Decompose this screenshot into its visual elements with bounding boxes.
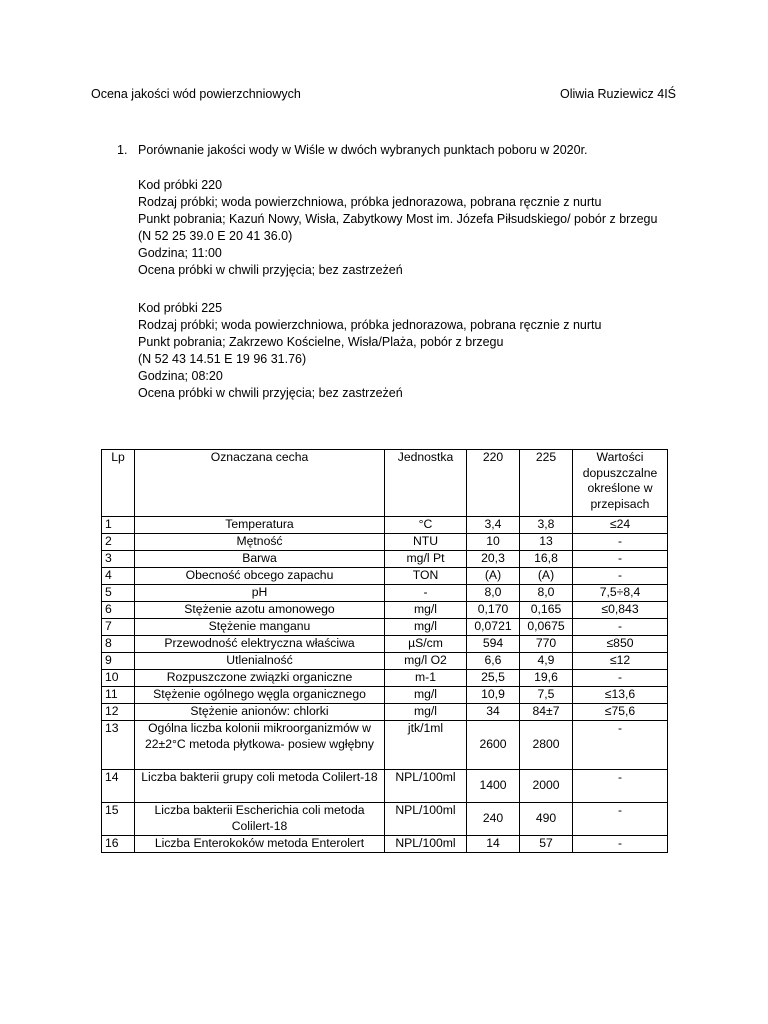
section-heading — [117, 143, 588, 157]
parameter-name: Liczba bakterii Escherichia coli metoda Colilert-18 — [135, 803, 385, 836]
table-row — [102, 534, 668, 551]
sample-coordinates: (N 52 25 39.0 E 20 41 36.0) — [138, 229, 293, 243]
column-header: 225 — [520, 450, 573, 517]
row-number: 11 — [102, 687, 135, 704]
column-header: Wartości dopuszczalne określone w przepisach — [573, 450, 668, 517]
sample-220-description — [138, 177, 657, 279]
row-number: 2 — [102, 534, 135, 551]
value-225: 13 — [520, 534, 573, 551]
sample-225-description — [138, 300, 601, 402]
parameter-name: Stężenie manganu — [135, 619, 385, 636]
value-220: 3,4 — [467, 517, 520, 534]
sample-assessment: Ocena próbki w chwili przyjęcia; bez zastrzeżeń — [138, 386, 403, 400]
sample-time: Godzina; 11:00 — [138, 246, 222, 260]
table-row — [102, 803, 668, 836]
row-number: 16 — [102, 836, 135, 853]
row-number: 13 — [102, 721, 135, 770]
sample-location: Punkt pobrania; Zakrzewo Kościelne, Wisła/Plaża, pobór z brzegu — [138, 335, 504, 349]
limit-value: ≤13,6 — [573, 687, 668, 704]
limit-value: - — [573, 803, 668, 836]
unit: TON — [385, 568, 467, 585]
table-row — [102, 517, 668, 534]
limit-value: - — [573, 619, 668, 636]
parameter-name: Mętność — [135, 534, 385, 551]
parameter-name: Stężenie anionów: chlorki — [135, 704, 385, 721]
table-row — [102, 704, 668, 721]
limit-value: - — [573, 534, 668, 551]
limit-value: - — [573, 836, 668, 853]
value-225: 3,8 — [520, 517, 573, 534]
row-number: 15 — [102, 803, 135, 836]
limit-value: 7,5÷8,4 — [573, 585, 668, 602]
table-row — [102, 836, 668, 853]
value-220: 34 — [467, 704, 520, 721]
parameter-name: Temperatura — [135, 517, 385, 534]
limit-value: - — [573, 568, 668, 585]
value-220: 6,6 — [467, 653, 520, 670]
limit-value: ≤850 — [573, 636, 668, 653]
row-number: 1 — [102, 517, 135, 534]
table-row — [102, 721, 668, 770]
unit: jtk/1ml — [385, 721, 467, 770]
row-number: 3 — [102, 551, 135, 568]
unit: m-1 — [385, 670, 467, 687]
value-225: 4,9 — [520, 653, 573, 670]
value-220: 1400 — [467, 770, 520, 803]
table-row — [102, 770, 668, 803]
document-title: Ocena jakości wód powierzchniowych — [91, 87, 301, 101]
table-row — [102, 585, 668, 602]
unit: NPL/100ml — [385, 770, 467, 803]
row-number: 6 — [102, 602, 135, 619]
unit: µS/cm — [385, 636, 467, 653]
value-225: 490 — [520, 803, 573, 836]
value-220: 20,3 — [467, 551, 520, 568]
parameter-name: Przewodność elektryczna właściwa — [135, 636, 385, 653]
column-header: Jednostka — [385, 450, 467, 517]
limit-value: ≤24 — [573, 517, 668, 534]
unit: mg/l — [385, 687, 467, 704]
parameter-name: Stężenie azotu amonowego — [135, 602, 385, 619]
sample-type: Rodzaj próbki; woda powierzchniowa, próbka jednorazowa, pobrana ręcznie z nurtu — [138, 318, 602, 332]
parameter-name: Obecność obcego zapachu — [135, 568, 385, 585]
parameter-name: Utlenialność — [135, 653, 385, 670]
row-number: 8 — [102, 636, 135, 653]
parameter-name: Liczba Enterokoków metoda Enterolert — [135, 836, 385, 853]
limit-value: - — [573, 770, 668, 803]
row-number: 12 — [102, 704, 135, 721]
table-header-row — [102, 450, 668, 517]
parameter-name: pH — [135, 585, 385, 602]
column-header: Oznaczana cecha — [135, 450, 385, 517]
value-225: 57 — [520, 836, 573, 853]
value-220: (A) — [467, 568, 520, 585]
value-220: 0,0721 — [467, 619, 520, 636]
unit: NPL/100ml — [385, 836, 467, 853]
value-220: 240 — [467, 803, 520, 836]
row-number: 7 — [102, 619, 135, 636]
limit-value: - — [573, 670, 668, 687]
unit: NTU — [385, 534, 467, 551]
row-number: 5 — [102, 585, 135, 602]
table-row — [102, 551, 668, 568]
parameter-name: Ogólna liczba kolonii mikroorganizmów w 22±2°C metoda płytkowa- posiew wgłębny — [135, 721, 385, 770]
value-220: 10,9 — [467, 687, 520, 704]
value-220: 8,0 — [467, 585, 520, 602]
value-225: 8,0 — [520, 585, 573, 602]
value-225: 2000 — [520, 770, 573, 803]
value-220: 14 — [467, 836, 520, 853]
unit: mg/l — [385, 704, 467, 721]
row-number: 10 — [102, 670, 135, 687]
row-number: 4 — [102, 568, 135, 585]
limit-value: ≤0,843 — [573, 602, 668, 619]
unit: - — [385, 585, 467, 602]
table-row — [102, 619, 668, 636]
unit: mg/l — [385, 619, 467, 636]
row-number: 9 — [102, 653, 135, 670]
sample-type: Rodzaj próbki; woda powierzchniowa, próbka jednorazowa, pobrana ręcznie z nurtu — [138, 195, 602, 209]
section-number: 1. — [117, 143, 128, 157]
limit-value: ≤12 — [573, 653, 668, 670]
unit: mg/l Pt — [385, 551, 467, 568]
parameter-name: Liczba bakterii grupy coli metoda Colilert-18 — [135, 770, 385, 803]
document-author: Oliwia Ruziewicz 4IŚ — [560, 87, 677, 101]
sample-code: Kod próbki 225 — [138, 301, 223, 315]
table-row — [102, 653, 668, 670]
unit: NPL/100ml — [385, 803, 467, 836]
sample-location: Punkt pobrania; Kazuń Nowy, Wisła, Zabytkowy Most im. Józefa Piłsudskiego/ pobór z brzegu — [138, 212, 658, 226]
value-225: 0,165 — [520, 602, 573, 619]
value-225: 7,5 — [520, 687, 573, 704]
table-row — [102, 636, 668, 653]
table-row — [102, 670, 668, 687]
water-quality-table — [101, 449, 668, 853]
value-225: 16,8 — [520, 551, 573, 568]
unit: mg/l O2 — [385, 653, 467, 670]
value-220: 25,5 — [467, 670, 520, 687]
unit: °C — [385, 517, 467, 534]
parameter-name: Stężenie ogólnego węgla organicznego — [135, 687, 385, 704]
sample-assessment: Ocena próbki w chwili przyjęcia; bez zastrzeżeń — [138, 263, 403, 277]
limit-value: ≤75,6 — [573, 704, 668, 721]
value-225: 0,0675 — [520, 619, 573, 636]
parameter-name: Rozpuszczone związki organiczne — [135, 670, 385, 687]
sample-time: Godzina; 08:20 — [138, 369, 223, 383]
value-220: 0,170 — [467, 602, 520, 619]
value-225: 84±7 — [520, 704, 573, 721]
value-225: (A) — [520, 568, 573, 585]
column-header: 220 — [467, 450, 520, 517]
value-220: 594 — [467, 636, 520, 653]
value-225: 770 — [520, 636, 573, 653]
limit-value: - — [573, 721, 668, 770]
value-225: 19,6 — [520, 670, 573, 687]
value-220: 10 — [467, 534, 520, 551]
limit-value: - — [573, 551, 668, 568]
table-row — [102, 687, 668, 704]
unit: mg/l — [385, 602, 467, 619]
sample-code: Kod próbki 220 — [138, 178, 223, 192]
sample-coordinates: (N 52 43 14.51 E 19 96 31.76) — [138, 352, 307, 366]
table-row — [102, 602, 668, 619]
parameter-name: Barwa — [135, 551, 385, 568]
section-title: Porównanie jakości wody w Wiśle w dwóch wybranych punktach poboru w 2020r. — [138, 143, 588, 157]
value-220: 2600 — [467, 721, 520, 770]
column-header: Lp — [102, 450, 135, 517]
row-number: 14 — [102, 770, 135, 803]
value-225: 2800 — [520, 721, 573, 770]
table-row — [102, 568, 668, 585]
